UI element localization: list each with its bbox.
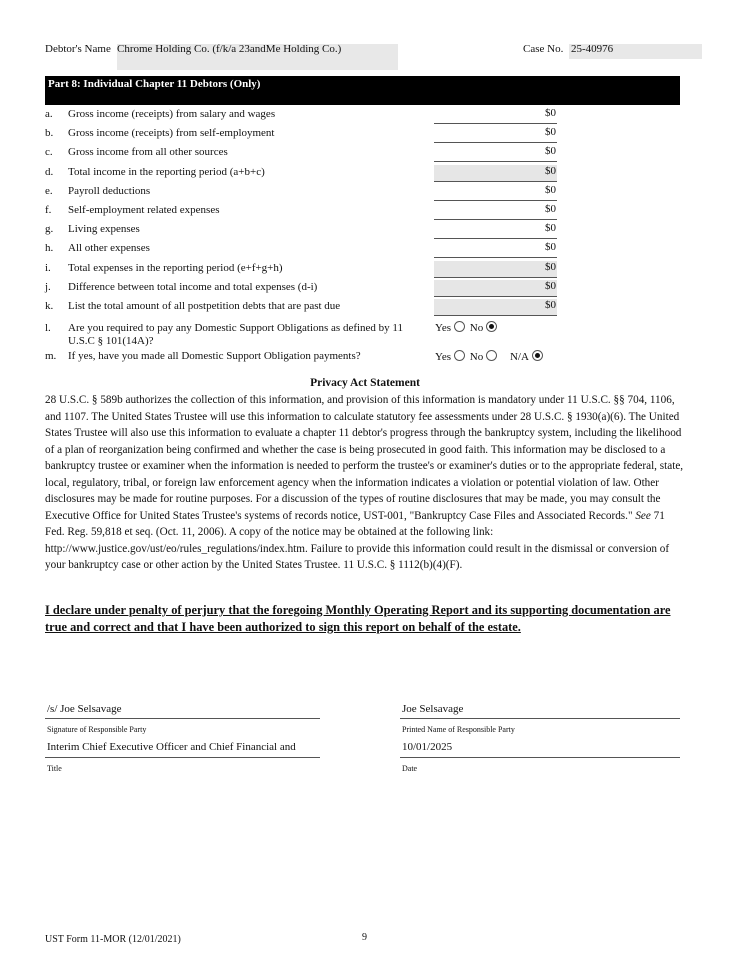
- row-letter: j.: [45, 281, 51, 293]
- row-value-field[interactable]: $0: [434, 165, 557, 182]
- question-m-label: If yes, have you made all Domestic Support Obligation payments?: [68, 350, 361, 362]
- case-no-label: Case No.: [523, 43, 564, 55]
- debtor-name-value: Chrome Holding Co. (f/k/a 23andMe Holding Co.): [117, 43, 342, 55]
- row-label: All other expenses: [68, 242, 150, 254]
- row-letter: f.: [45, 204, 52, 216]
- row-label: Gross income from all other sources: [68, 146, 228, 158]
- row-label: Gross income (receipts) from salary and wages: [68, 108, 276, 120]
- printed-name-line: [400, 718, 680, 719]
- question-l-yes-radio[interactable]: [454, 321, 465, 332]
- row-letter: d.: [45, 166, 54, 178]
- row-value-field[interactable]: $0: [434, 299, 557, 316]
- row-letter: e.: [45, 185, 53, 197]
- question-m-options: [435, 350, 543, 363]
- date-value[interactable]: 10/01/2025: [402, 741, 453, 753]
- question-l-no-radio[interactable]: [486, 321, 497, 332]
- row-label: Total expenses in the reporting period (e+f+g+h): [68, 262, 283, 274]
- question-m-letter: m.: [45, 350, 57, 362]
- signature-line: [45, 718, 320, 719]
- row-label: List the total amount of all postpetition debts that are past due: [68, 300, 341, 312]
- question-m-yes-radio[interactable]: [454, 350, 465, 361]
- printed-name-caption: Printed Name of Responsible Party: [402, 725, 515, 734]
- date-caption: Date: [402, 764, 418, 773]
- row-letter: i.: [45, 262, 51, 274]
- question-l-options: [435, 321, 497, 334]
- question-m-no-radio[interactable]: [486, 350, 497, 361]
- row-letter: c.: [45, 146, 53, 158]
- signature-caption: Signature of Responsible Party: [47, 725, 147, 734]
- case-no-field[interactable]: [569, 44, 702, 59]
- privacy-body-see: See: [635, 509, 651, 522]
- perjury-declaration: I declare under penalty of perjury that the foregoing Monthly Operating Report and its supporting documentation are true and correct and that I have been authorized to sign this report on behalf of the estate.: [45, 603, 671, 634]
- part8-title: Part 8: Individual Chapter 11 Debtors (Only): [45, 76, 680, 105]
- question-m-yes-label: Yes: [435, 351, 452, 363]
- row-value-field[interactable]: $0: [434, 222, 557, 239]
- row-value-field[interactable]: $0: [434, 280, 557, 297]
- row-letter: g.: [45, 223, 54, 235]
- row-letter: a.: [45, 108, 53, 120]
- row-label: Self-employment related expenses: [68, 204, 220, 216]
- row-value-field[interactable]: $0: [434, 203, 557, 220]
- row-letter: k.: [45, 300, 54, 312]
- privacy-body-post: 71 Fed. Reg. 59,818 et seq. (Oct. 11, 2006). A copy of the notice may be obtained at the following link: http://www.justice.gov/ust/eo/rules_regulations/index.htm. Failure to provide this information could result in the dismissal or conversion of your bankruptcy case or other action by the United States Trustee. 11 U.S.C. § 1112(b)(4)(F).: [45, 509, 670, 571]
- row-value-field[interactable]: $0: [434, 107, 557, 124]
- privacy-act-title: Privacy Act Statement: [310, 377, 420, 389]
- row-label: Total income in the reporting period (a+b+c): [68, 166, 265, 178]
- row-letter: b.: [45, 127, 54, 139]
- question-l-letter: l.: [45, 322, 51, 334]
- row-value-field[interactable]: $0: [434, 126, 557, 143]
- page-number: 9: [362, 932, 367, 943]
- question-m-na-radio[interactable]: [532, 350, 543, 361]
- question-l-no-label: No: [469, 322, 484, 334]
- title-value[interactable]: Interim Chief Executive Officer and Chief Financial and: [47, 741, 296, 753]
- row-letter: h.: [45, 242, 54, 254]
- row-label: Gross income (receipts) from self-employment: [68, 127, 275, 139]
- debtor-name-field[interactable]: [117, 44, 398, 70]
- question-l-yes-label: Yes: [435, 322, 452, 334]
- row-value-field[interactable]: $0: [434, 261, 557, 278]
- question-l-line1: Are you required to pay any Domestic Support Obligations as defined by 11: [68, 322, 404, 334]
- printed-name-value[interactable]: Joe Selsavage: [402, 703, 464, 715]
- row-label: Difference between total income and total expenses (d-i): [68, 281, 318, 293]
- privacy-body-pre: 28 U.S.C. § 589b authorizes the collection of this information, and provision of this information is mandatory under 11 U.S.C. §§ 704, 1106, and 1107. The United States Trustee will use this information to calculate statutory fee assessments under 28 U.S.C. § 1930(a)(6). The United States Trustee will also use this information to evaluate a chapter 11 debtor's progress through the bankruptcy system, including the likelihood of a plan of reorganization being confirmed and whether the case is being prosecuted in good faith. This information may be disclosed to a bankruptcy trustee or examiner when the information is needed to perform the trustee's or examiner's duties or to the appropriate federal, state, local, regulatory, tribal, or foreign law enforcement agency when the information indicates a violation or potential violation of law. Other disclosures may be made for routine purposes. For a discussion of the types of routine disclosures that may be made, you may consult the Executive Office for United States Trustee's systems of records notice, UST-001, "Bankruptcy Case Files and Associated Records.": [45, 394, 684, 522]
- signature-value[interactable]: /s/ Joe Selsavage: [47, 703, 122, 715]
- privacy-act-body: [45, 392, 685, 574]
- question-m-no-label: No: [469, 351, 484, 363]
- title-line: [45, 757, 320, 758]
- case-no-value: 25-40976: [571, 43, 614, 55]
- form-id: UST Form 11-MOR (12/01/2021): [45, 934, 181, 945]
- row-value-field[interactable]: $0: [434, 184, 557, 201]
- row-label: Living expenses: [68, 223, 140, 235]
- title-caption: Title: [47, 764, 62, 773]
- row-label: Payroll deductions: [68, 185, 151, 197]
- row-value-field[interactable]: $0: [434, 145, 557, 162]
- debtor-name-label: Debtor's Name: [45, 43, 111, 55]
- row-value-field[interactable]: $0: [434, 241, 557, 258]
- question-l-line2: U.S.C § 101(14A)?: [68, 335, 154, 347]
- date-line: [400, 757, 680, 758]
- question-m-na-label: N/A: [509, 351, 529, 363]
